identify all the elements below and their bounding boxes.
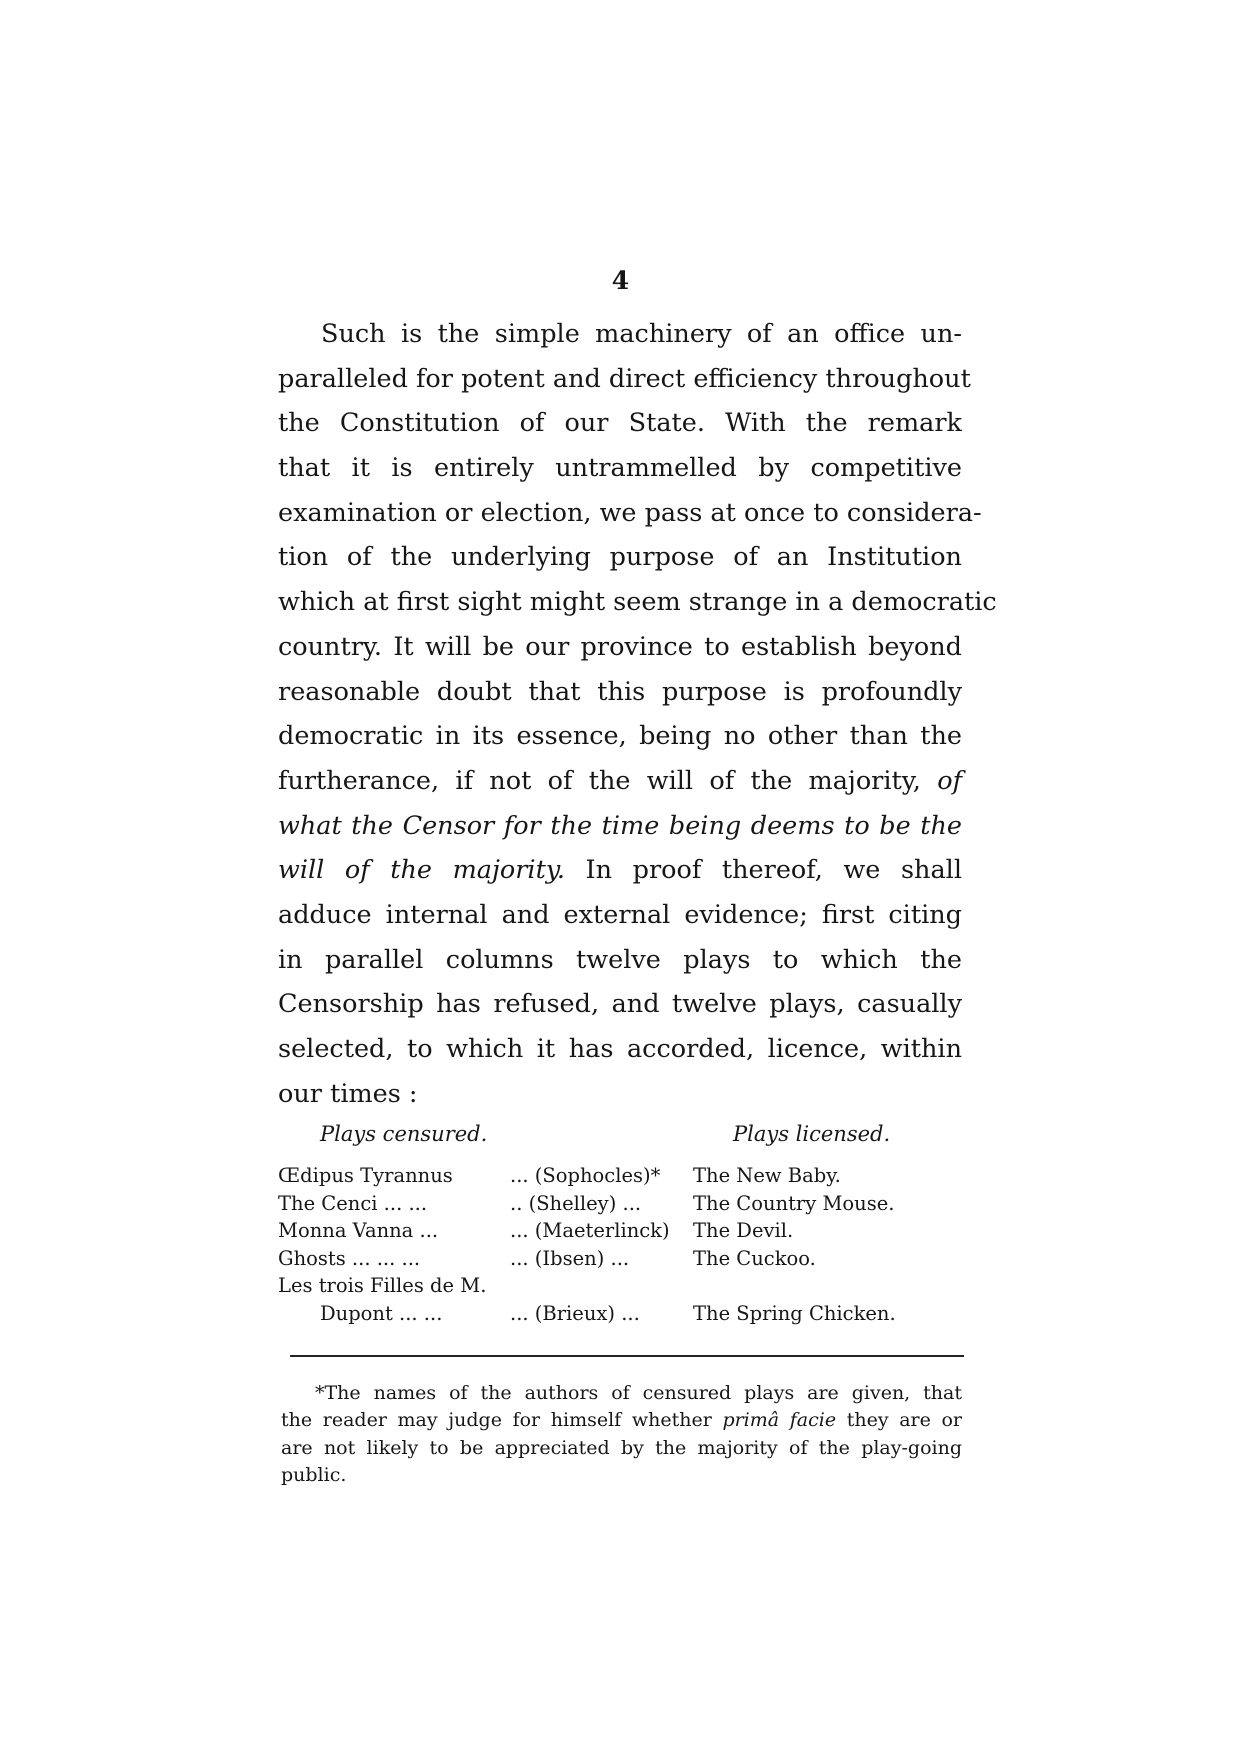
censured-play-title: Dupont ... ...: [320, 1301, 443, 1325]
table-row: [278, 1162, 962, 1190]
paragraph-line: [278, 759, 962, 804]
licensed-play-title: The Cuckoo.: [693, 1246, 816, 1270]
paragraph-line: [278, 804, 962, 849]
paragraph-line: democratic in its essence, being no other than the: [278, 721, 962, 752]
licensed-play-title: The Devil.: [693, 1219, 794, 1242]
footnote-text: they are or: [846, 1409, 963, 1432]
header-licensed: Plays licensed.: [733, 1122, 891, 1146]
table-row: [278, 1217, 962, 1245]
paragraph-line: paralleled for potent and direct efficiency throughout: [278, 363, 971, 394]
censured-play-author: ... (Maeterlinck): [510, 1219, 670, 1242]
paragraph-line: Censorship has refused, and twelve plays, casually: [278, 989, 962, 1020]
table-header: [278, 1122, 962, 1162]
licensed-play-title: The New Baby.: [693, 1164, 841, 1187]
emphasis-text: will of the majority.: [278, 855, 565, 886]
plays-table: [278, 1122, 962, 1329]
emphasis-text: of: [937, 765, 963, 796]
censured-play-title: The Cenci ... ...: [278, 1191, 428, 1215]
footnote-line: public.: [281, 1463, 347, 1486]
footnote: [281, 1380, 962, 1489]
table-row: [278, 1300, 962, 1329]
censured-play-title: Monna Vanna ...: [278, 1219, 439, 1242]
paragraph-line: in parallel columns twelve plays to which the: [278, 944, 962, 975]
censured-play-title: Les trois Filles de M.: [278, 1274, 487, 1297]
censured-play-author: ... (Ibsen) ...: [510, 1246, 630, 1270]
censured-play-author: ... (Brieux) ...: [510, 1301, 640, 1325]
body-paragraph: [278, 312, 997, 1116]
paragraph-text: In proof thereof, we shall: [585, 855, 962, 886]
censured-play-title: Ghosts ... ... ...: [278, 1246, 421, 1270]
footnote-line: *The names of the authors of censured plays are given, that: [315, 1382, 962, 1404]
paragraph-line: tion of the underlying purpose of an Institution: [278, 542, 962, 573]
licensed-play-title: The Spring Chicken.: [693, 1301, 896, 1325]
header-censured: Plays censured.: [320, 1122, 488, 1146]
paragraph-line: Such is the simple machinery of an office un-: [321, 319, 962, 349]
paragraph-line: our times :: [278, 1078, 418, 1109]
emphasis-text: what the Censor for the time being deems to be the: [278, 810, 962, 841]
paragraph-line: that it is entirely untrammelled by competitive: [278, 453, 962, 484]
censured-play-title: Œdipus Tyrannus: [278, 1164, 453, 1187]
censured-play-author: .. (Shelley) ...: [510, 1191, 642, 1215]
footnote-line: [281, 1407, 962, 1434]
paragraph-line: selected, to which it has accorded, licence, within: [278, 1034, 962, 1064]
censured-play-author: ... (Sophocles)*: [510, 1164, 661, 1187]
table-row: [278, 1245, 962, 1273]
paragraph-line: examination or election, we pass at once to considera-: [278, 497, 982, 528]
licensed-play-title: The Country Mouse.: [693, 1191, 895, 1215]
paragraph-line: the Constitution of our State. With the remark: [278, 408, 962, 439]
paragraph-text: furtherance, if not of the will of the majority,: [278, 765, 921, 796]
table-row: [278, 1190, 962, 1218]
page-number: 4: [611, 266, 630, 295]
paragraph-line: adduce internal and external evidence; first citing: [278, 899, 962, 930]
table-row: [278, 1272, 962, 1300]
footnote-line: are not likely to be appreciated by the majority of the play-going: [281, 1436, 962, 1459]
footnote-text: the reader may judge for himself whether: [281, 1409, 712, 1432]
paragraph-line: which at first sight might seem strange in a democratic: [278, 587, 997, 618]
footnote-emphasis: primâ facie: [722, 1409, 837, 1432]
footnote-divider: [290, 1355, 964, 1357]
paragraph-line: country. It will be our province to establish beyond: [278, 631, 962, 662]
paragraph-line: [278, 848, 962, 893]
paragraph-line: reasonable doubt that this purpose is profoundly: [278, 676, 962, 707]
